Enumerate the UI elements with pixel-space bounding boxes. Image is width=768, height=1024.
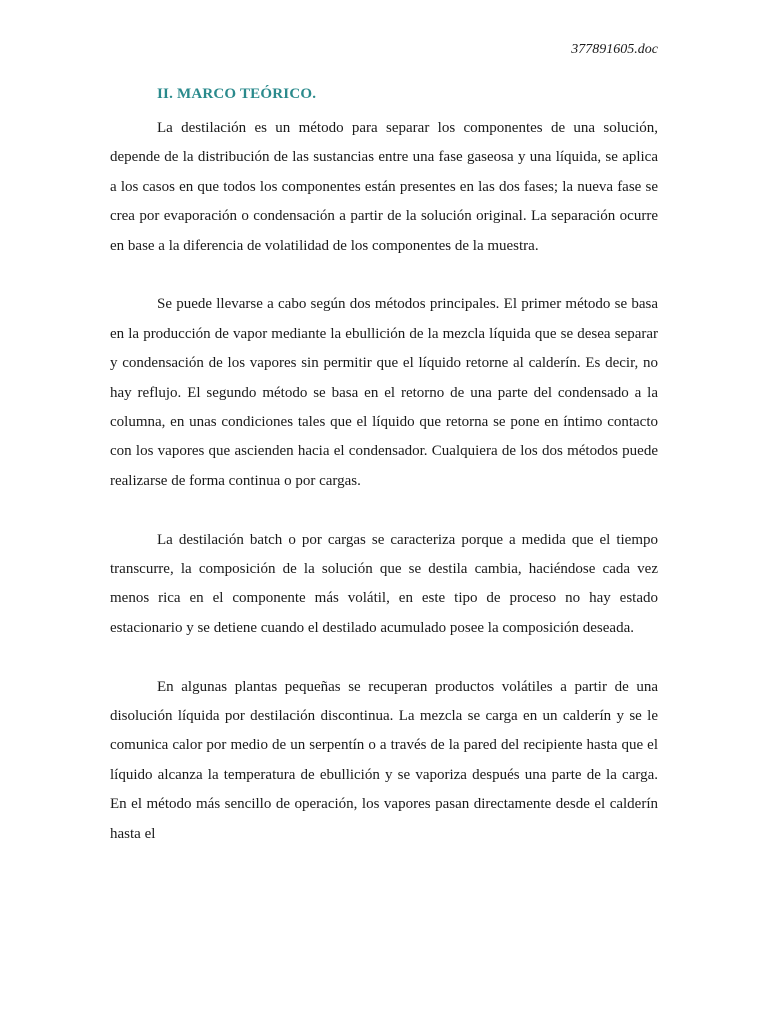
document-body bbox=[110, 114, 658, 879]
paragraph-definition: La destilación es un método para separar los componentes de una solución, depende de la distribución de las sustancias entre una fase gaseosa y una líquida, se aplica a los casos en que todos los componentes están presentes en las dos fases; la nueva fase se crea por evaporación o condensación a partir de la solución original. La separación ocurre en base a la diferencia de volatilidad de los componentes de la muestra. bbox=[110, 120, 658, 254]
document-filename: 377891605.doc bbox=[571, 42, 658, 57]
paragraph-methods: Se puede llevarse a cabo según dos métodos principales. El primer método se basa en la producción de vapor mediante la ebullición de la mezcla líquida que se desea separar y condensación de los vapores sin permitir que el líquido retorne al calderín. Es decir, no hay reflujo. El segundo método se basa en el retorno de una parte del condensado a la columna, en unas condiciones tales que el líquido que retorna se pone en íntimo contacto con los vapores que ascienden hacia el condensador. Cualquiera de los dos métodos puede realizarse de forma continua o por cargas. bbox=[110, 296, 658, 489]
paragraph-small-plants: En algunas plantas pequeñas se recuperan productos volátiles a partir de una disolución líquida por destilación discontinua. La mezcla se carga en un calderín y se le comunica calor por medio de un serpentín o a través de la pared del recipiente hasta que el líquido alcanza la temperatura de ebullición y se vaporiza después una parte de la carga. En el método más sencillo de operación, los vapores pasan directamente desde el calderín hasta el bbox=[110, 678, 658, 842]
paragraph-batch-distillation: La destilación batch o por cargas se caracteriza porque a medida que el tiempo transcurre, la composición de la solución que se destila cambia, haciéndose cada vez menos rica en el componente más volátil, en este tipo de proceso no hay estado estacionario y se detiene cuando el destilado acumulado posee la composición deseada. bbox=[110, 531, 658, 636]
section-heading: II. MARCO TEÓRICO. bbox=[157, 86, 317, 102]
